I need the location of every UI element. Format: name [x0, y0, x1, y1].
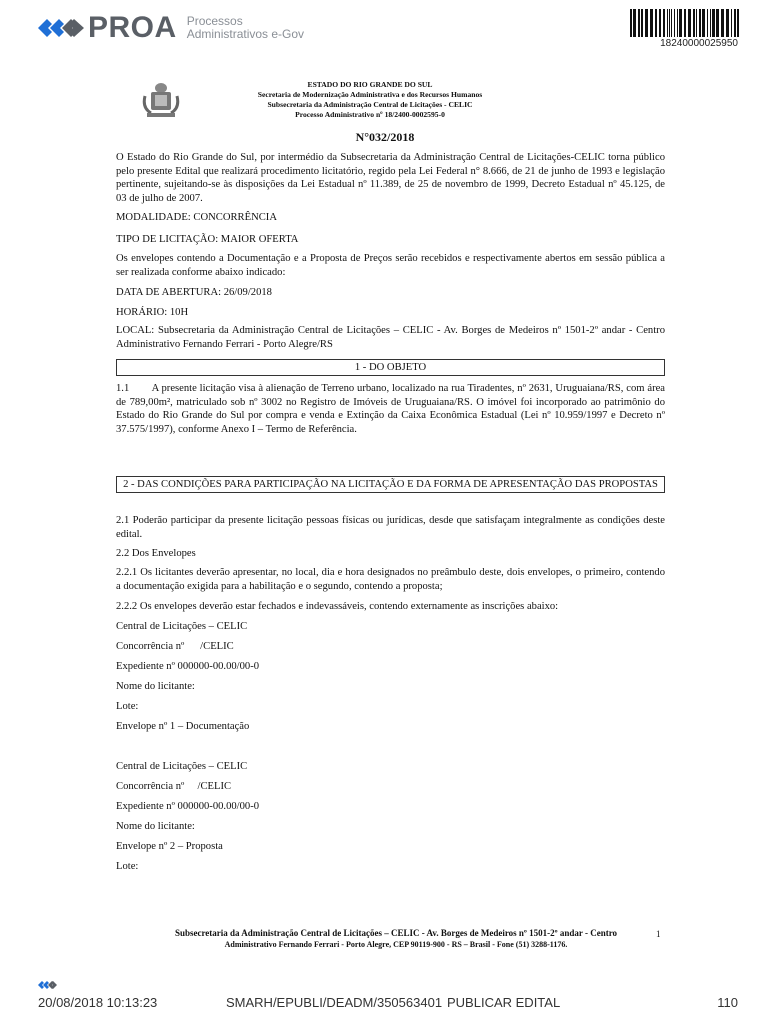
gov-state: ESTADO DO RIO GRANDE DO SUL [307, 80, 433, 89]
bottom-timestamp: 20/08/2018 10:13:23 [38, 995, 158, 1010]
bottom-reference: SMARH/EPUBLI/DEADM/350563401 [226, 995, 443, 1010]
local-block [116, 324, 665, 351]
env2-nome: Nome do licitante: [116, 821, 195, 832]
section2-1-block [116, 514, 665, 541]
horario: HORÁRIO: 10H [116, 307, 189, 318]
page-footer [116, 928, 676, 950]
barcode-icon [630, 9, 742, 37]
proa-arrows-small-icon [38, 980, 58, 990]
page-number: 1 [656, 929, 661, 939]
section2-title: 2 - DAS CONDIÇÕES PARA PARTICIPAÇÃO NA LICITAÇÃO E DA FORMA DE APRESENTAÇÃO DAS PROPOSTAS [116, 476, 665, 493]
envelopes-paragraph: Os envelopes contendo a Documentação e a Proposta de Preços serão recebidos e respectivamente abertos em sessão pública a ser realizada conforme abaixo indicado: [116, 253, 665, 278]
env1-central: Central de Licitações – CELIC [116, 621, 248, 632]
logo-subtitle-line1: Processos [186, 14, 243, 28]
env2-expediente: Expediente nº 000000-00.00/00-0 [116, 801, 260, 812]
modalidade: MODALIDADE: CONCORRÊNCIA [116, 212, 277, 223]
barcode-number: 18240000025950 [660, 38, 738, 49]
data-abertura: DATA DE ABERTURA: 26/09/2018 [116, 287, 272, 298]
env1-nome: Nome do licitante: [116, 681, 195, 692]
logo-subtitle-line2: Administrativos e-Gov [186, 27, 305, 41]
gov-subsecretariat: Subsecretaria da Administração Central de Licitações - CELIC [267, 100, 473, 109]
coat-of-arms-icon [142, 80, 180, 120]
section2-2-1-paragraph: 2.2.1 Os licitantes deverão apresentar, no local, dia e hora designados no preâmbulo deste, dois envelopes, o primeiro, contendo a documentação exigida para a habilitação e o segundo, contendo a proposta; [116, 567, 665, 592]
government-header [180, 80, 560, 120]
gov-secretariat: Secretaria de Modernização Administrativa e dos Recursos Humanos [257, 90, 483, 99]
proa-logo [38, 12, 304, 44]
tipo-licitacao: TIPO DE LICITAÇÃO: MAIOR OFERTA [116, 234, 299, 245]
section2-1-paragraph: 2.1 Poderão participar da presente licitação pessoas físicas ou jurídicas, desde que satisfaçam integralmente as condições deste edital. [116, 515, 665, 540]
section1-block [116, 382, 668, 436]
intro-block [116, 151, 665, 205]
local-paragraph: LOCAL: Subsecretaria da Administração Central de Licitações – CELIC - Av. Borges de Medeiros nº 1501-2º andar - Centro Administrativo Fernando Ferrari - Porto Alegre/RS [116, 325, 665, 350]
document-number: N°032/2018 [355, 130, 415, 144]
env1-expediente: Expediente nº 000000-00.00/00-0 [116, 661, 260, 672]
proa-arrows-icon [38, 14, 86, 42]
env2-envelope: Envelope nº 2 – Proposta [116, 841, 223, 852]
bottom-page: 110 [717, 995, 738, 1010]
bottom-status: PUBLICAR EDITAL [447, 995, 561, 1010]
section1-title: 1 - DO OBJETO [116, 359, 665, 376]
section2-2-1-block [116, 566, 665, 593]
env1-envelope: Envelope nº 1 – Documentação [116, 721, 250, 732]
section2-2-2: 2.2.2 Os envelopes deverão estar fechados e indevassáveis, contendo externamente as inscrições abaixo: [116, 601, 559, 612]
footer-line1: Subsecretaria da Administração Central de Licitações – CELIC - Av. Borges de Medeiros nº 1501-2º andar - Centro [174, 928, 618, 938]
footer-line2: Administrativo Fernando Ferrari - Porto Alegre, CEP 90119-900 - RS – Brasil - Fone (51) 3288-1176. [224, 940, 568, 949]
env1-concorrencia: Concorrência nº /CELIC [116, 641, 234, 652]
intro-paragraph: O Estado do Rio Grande do Sul, por intermédio da Subsecretaria da Administração Central de Licitações-CELIC torna público pelo presente Edital que realizará procedimento licitatório, regido pela Lei Federal n° 8.666, de 21 de junho de 1993 e legislação pertinente, sujeitando-se às disposições da Lei Estadual nº 11.389, de 25 de novembro de 1999, Decreto Estadual nº 45.125, de 03 de julho de 2007. [116, 152, 665, 204]
logo-wordmark: PROA [88, 11, 177, 44]
envelopes-block [116, 252, 665, 279]
gov-process-number: Processo Administrativo nº 18/2400-0002595-0 [295, 110, 445, 119]
env1-lote: Lote: [116, 701, 139, 712]
section1-paragraph: 1.1 A presente licitação visa à alienação de Terreno urbano, localizado na rua Tiradentes, nº 2631, Uruguaiana/RS, com área de 789,00m², matriculado sob nº 3002 no Registro de Imóveis de Uruguaiana/RS. O imóvel foi incorporado ao patrimônio do Estado do Rio Grande do Sul por compra e venda e Extinção da Caixa Econômica Estadual (Lei nº 10.959/1997 e Decreto nº 37.575/1997), conforme Anexo I – Termo de Referência. [116, 383, 668, 435]
logo-subtitle [187, 15, 304, 41]
env2-lote: Lote: [116, 861, 139, 872]
env2-concorrencia: Concorrência nº /CELIC [116, 781, 232, 792]
section2-2-heading: 2.2 Dos Envelopes [116, 548, 196, 559]
env2-central: Central de Licitações – CELIC [116, 761, 248, 772]
